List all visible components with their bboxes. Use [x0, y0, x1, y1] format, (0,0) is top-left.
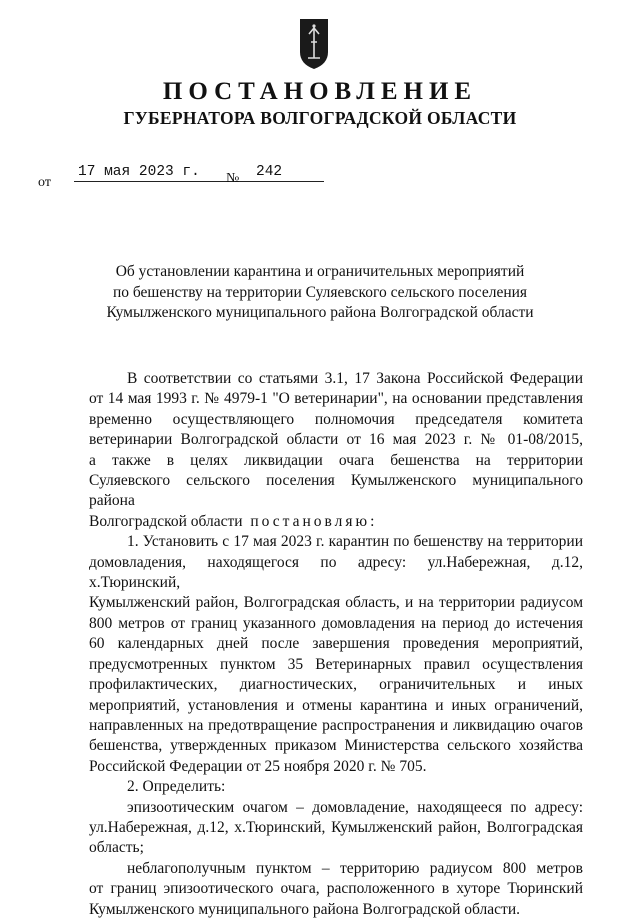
date-field: 17 мая 2023 г.	[74, 163, 258, 182]
item1-line: Кумылженский район, Волгоградская область, и на территории радиусом	[89, 594, 583, 612]
item1-line: бешенства, утвержденных приказом Министерства сельского хозяйства	[89, 737, 583, 755]
item2b-line: неблагополучным пунктом – территорию радиусом 800 метров	[127, 859, 583, 877]
subject-line: Кумылженского муниципального района Волгоградской области	[106, 304, 534, 321]
item2a-line: ул.Набережная, д.12, х.Тюринский, Кумылженский район, Волгоградская	[89, 818, 583, 836]
document-subject	[0, 262, 640, 324]
body-line: ветеринарии Волгоградской области от 16 мая 2023 г. № 01-08/2015,	[89, 431, 583, 449]
body-line: Суляевского сельского поселения Кумылженского муниципального района	[89, 472, 583, 510]
item1-line: 60 календарных дней после завершения проведения мероприятий,	[89, 635, 583, 653]
subject-line: Об установлении карантина и ограничительных мероприятий	[115, 263, 525, 280]
item2b-line: от границ эпизоотического очага, расположенного в хуторе Тюринский	[89, 880, 583, 898]
item2a-line: эпизоотическим очагом – домовладение, находящееся по адресу:	[127, 798, 583, 816]
item1-line: 800 метров от границ указанного домовладения на период до истечения	[89, 614, 583, 632]
body-line	[89, 512, 583, 532]
item1-line: направленных на предотвращение распространения и ликвидацию очагов	[89, 716, 583, 734]
body-line: временно осуществляющего полномочия председателя комитета	[89, 410, 583, 428]
item2-heading: 2. Определить:	[127, 778, 226, 796]
body-text: Волгоградской области	[89, 512, 243, 530]
item1-line: мероприятий, установления и отмены карантина и иных ограничений,	[89, 696, 583, 714]
number-label: №	[226, 171, 240, 186]
body-line: а также в целях ликвидации очага бешенства на территории	[89, 451, 583, 469]
item1-line: 1. Установить с 17 мая 2023 г. карантин по бешенству на территории	[127, 533, 583, 551]
number-field: 242	[252, 163, 324, 182]
body-line: от 14 мая 1993 г. № 4979-1 "О ветеринарии", на основании представления	[89, 390, 583, 408]
item1-line: профилактических, диагностических, ограничительных и иных	[89, 676, 583, 694]
item2a-line: область;	[89, 839, 144, 857]
subject-line: по бешенству на территории Суляевского сельского поселения	[112, 283, 528, 301]
item1-line: предусмотренных пунктом 35 Ветеринарных правил осуществления	[89, 655, 583, 673]
body-line: В соответствии со статьями 3.1, 17 Закона Российской Федерации	[127, 370, 583, 387]
coat-of-arms-icon	[299, 18, 329, 70]
item1-line: Российской Федерации от 25 ноября 2020 г. № 705.	[89, 757, 427, 775]
document-subtitle: ГУБЕРНАТОРА ВОЛГОГРАДСКОЙ ОБЛАСТИ	[123, 108, 517, 128]
item1-line: домовладения, находящегося по адресу: ул.Набережная, д.12, х.Тюринский,	[89, 553, 583, 592]
document-body	[89, 369, 583, 920]
date-label: от	[38, 175, 51, 190]
decree-word: постановляю:	[250, 512, 378, 530]
item2b-line: Кумылженского муниципального района Волгоградской области.	[89, 900, 520, 918]
document-title: ПОСТАНОВЛЕНИЕ	[162, 78, 478, 105]
